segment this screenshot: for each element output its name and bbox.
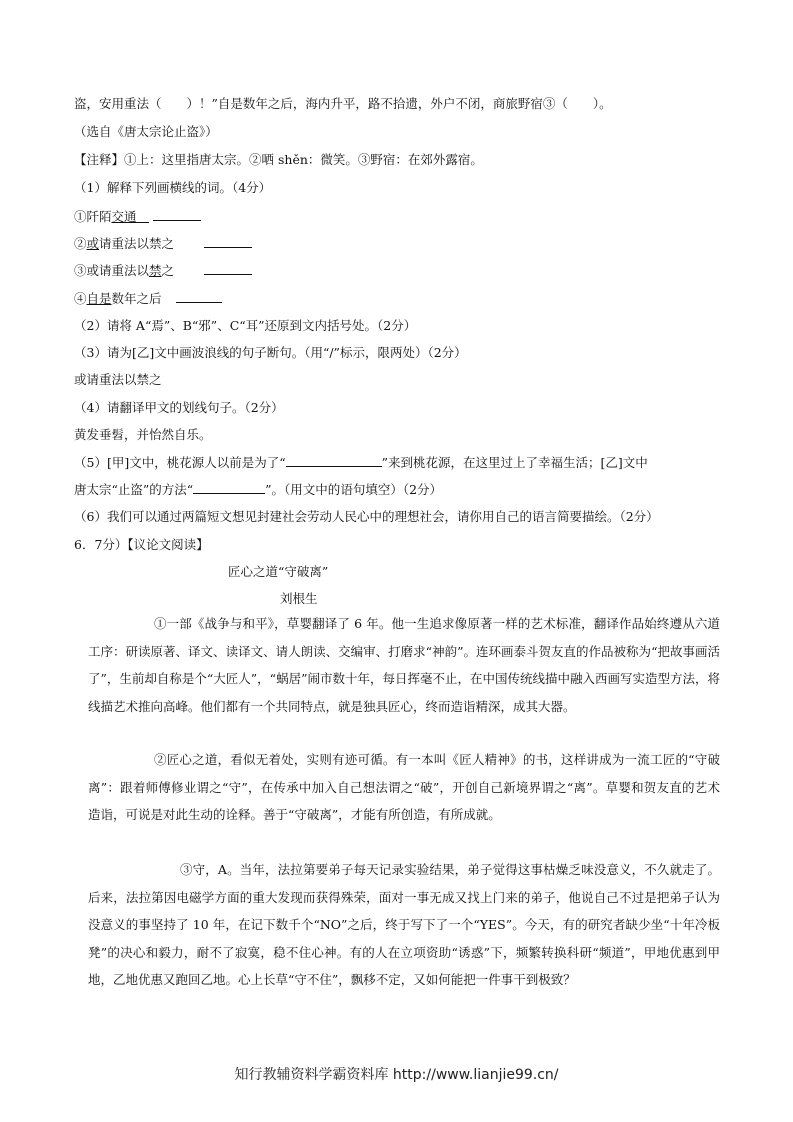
question-5-line-2	[74, 479, 442, 500]
article-paragraph-3: ③守，A。当年，法拉第要弟子每天记录实验结果，弟子觉得这事枯燥乏味没意义，不久就走了。后来，法拉第因电磁学方面的重大发现而获得殊荣，面对一事无成又找上门来的弟子，他说自己不过是把弟子认为没意义的事坚持了 10 年，在记下数千个“NO”之后，终于写下了一个“YES”。今天，有的研究者缺少坐“十年冷板凳”的决心和毅力，耐不了寂寞，稳不住心神。有的人在立项资助“诱惑”下，频繁转换科研“频道”，甲地优惠到甲地，乙地优惠又跑回乙地。心上长草“守不住”，飘移不定，又如何能把一件事干到极致？	[88, 862, 720, 987]
answer-blank[interactable]	[193, 479, 265, 494]
q1d-suffix: 数年之后	[111, 291, 162, 306]
q5-part-d: ”。（用文中的语句填空）（2分）	[265, 482, 443, 497]
q5-part-c: 唐太宗“止盗”的方法“	[74, 482, 194, 497]
source-note: （选自《唐太宗论止盗》）	[74, 124, 218, 139]
answer-blank[interactable]	[204, 233, 252, 248]
question-3: （3）请为[乙]文中画波浪线的句子断句。（用“/”标示，限两处）（2分）	[74, 345, 467, 360]
question-3-text: 或请重法以禁之	[74, 372, 162, 387]
question-6: （6）我们可以通过两篇短文想见封建社会劳动人民心中的理想社会，请你用自己的语言简要描绘。（2分）	[74, 509, 659, 524]
question-1c	[74, 260, 252, 281]
question-2: （2）请将 A“焉”、B“邪”、C“耳”还原到文内括号处。（2分）	[74, 318, 417, 333]
article-paragraph-1: ①一部《战争与和平》，草婴翻译了 6 年。他一生追求像原著一样的艺术标准，翻译作品始终遵从六道工序：研读原著、译文、读译文、请人朗读、交编审、打磨求“神韵”。连环画泰斗贺友直的作品被称为“把故事画活了”，生前却自称是个“大匠人”，“蜗居”闹市数十年，每日挥毫不止，在中国传统线描中融入西画写实造型方法，将线描艺术推向高峰。他们都有一个共同特点，就是独具匠心，终而造诣精深，成其大器。	[88, 616, 720, 714]
q1b-num: ②	[74, 236, 87, 251]
q1c-word: 禁	[149, 263, 162, 278]
answer-blank[interactable]	[286, 452, 382, 467]
q1c-prefix: ③或请重法以	[74, 263, 150, 278]
annotation-note: 【注释】①上：这里指唐太宗。②哂 shěn：微笑。③野宿：在郊外露宿。	[74, 152, 483, 167]
q1b-suffix: 请重法以禁之	[99, 236, 175, 251]
question-4-text: 黄发垂髫，并怡然自乐。	[74, 427, 212, 442]
article-paragraph-2: ②匠心之道，看似无着处，实则有迹可循。有一本叫《匠人精神》的书，这样讲成为一流工匠的“守破离”：跟着师傅修业谓之“守”，在传承中加入自己想法谓之“破”，开创自己新境界谓之“离”。草婴和贺友直的艺术造诣，可说是对此生动的诠释。善于“守破离”，才能有所创造，有所成就。	[88, 752, 720, 822]
question-1b	[74, 233, 252, 254]
q5-part-b: ”来到桃花源，在这里过上了幸福生活；[乙]文中	[381, 455, 648, 470]
question-1d	[74, 288, 222, 309]
question-1a	[74, 206, 201, 227]
article-title: 匠心之道“守破离”	[228, 564, 329, 579]
q1a-prefix: ①阡陌	[74, 209, 112, 224]
footer-watermark: 知行教辅资料学霸资料库 http://www.lianjie99.cn/	[234, 1067, 559, 1083]
answer-blank[interactable]	[176, 288, 222, 303]
section-heading: 6．7分）【议论文阅读】	[74, 537, 209, 552]
q5-part-a: （5）[甲]文中，桃花源人以前是为了“	[74, 455, 286, 470]
q1d-prefix: ④	[74, 291, 87, 306]
question-5-line-1	[74, 452, 648, 473]
answer-blank[interactable]	[153, 206, 201, 221]
question-1: （1）解释下列画横线的词。（4分）	[74, 180, 272, 195]
answer-blank[interactable]	[204, 260, 252, 275]
q1d-word: 自是	[86, 291, 112, 306]
q1b-word: 或	[86, 236, 100, 251]
article-author: 刘根生	[280, 591, 318, 606]
q1a-word: 交通	[111, 209, 137, 224]
q1c-suffix: 之	[161, 263, 175, 278]
question-4: （4）请翻译甲文的划线句子。（2分）	[74, 400, 284, 415]
text-line: 盗，安用重法（ ）！”自是数年之后，海内升平，路不拾遗，外户不闭，商旅野宿③（ ）。	[74, 96, 612, 111]
